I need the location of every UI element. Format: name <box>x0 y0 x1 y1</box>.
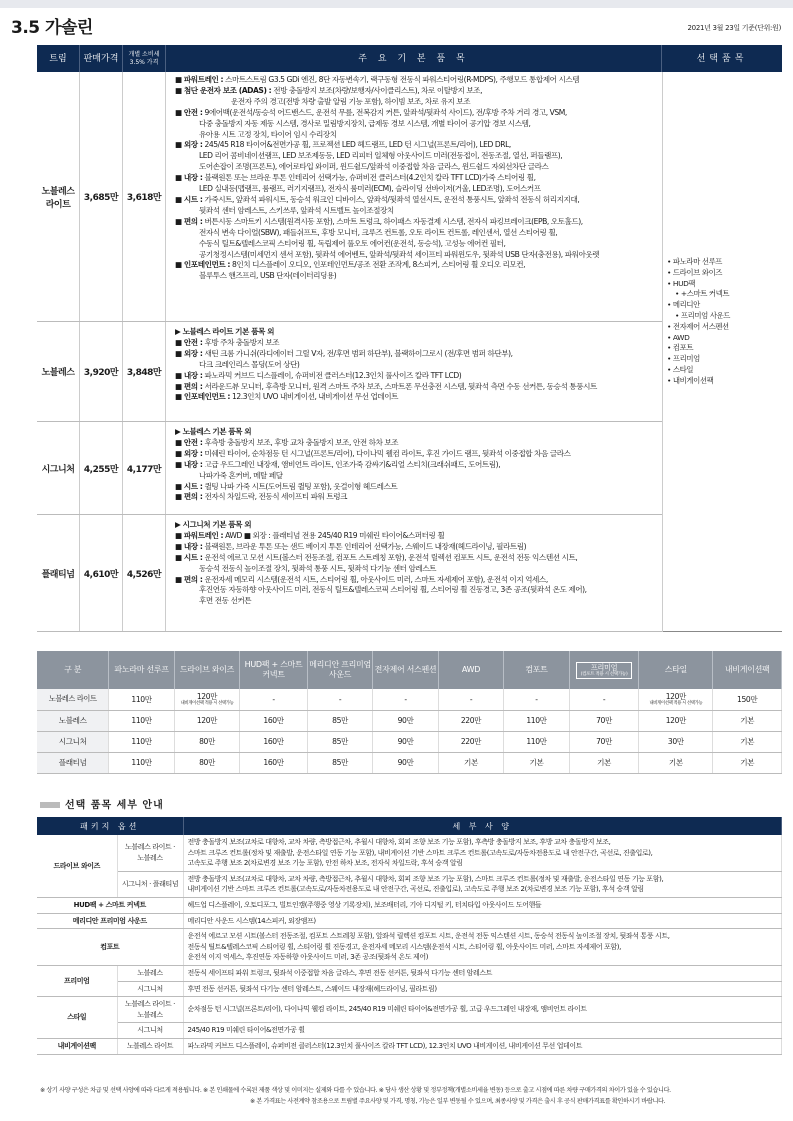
trim-name: 노블레스 라이트 <box>37 72 80 321</box>
spec-line: 전방 충돌방지 보조(교차로 대향차, 교차 차량, 측방접근차, 추월시 대향차, 회피 조향 보조 기능 포함), 스마트 크루즈 컨트롤(정차 및 재출발, 운전스타일 연동 기능 포함), <box>187 874 664 883</box>
price-header-cell: 메리디안 프리미엄 사운드 <box>307 651 372 689</box>
footnotes <box>40 1085 785 1107</box>
feature-line: ■ 내장 : 블랙원톤, 브라운 투톤 또는 샌드 베이지 투톤 인테리어 선택가능, 스웨이드 내장재(헤드라이닝, 필라트림) <box>175 541 527 551</box>
detail-spec <box>183 913 782 929</box>
detail-row <box>37 1038 782 1054</box>
price-cell: 160만 <box>240 731 308 752</box>
option-item: • 프리미엄 <box>667 354 782 365</box>
feature-line: ■ 편의 : 운전자세 메모리 시스템(운전석 시트, 스티어링 휠, 아웃사이드 미러, 스마트 자세제어 포함), 운전석 이지 억세스, <box>175 574 548 584</box>
detail-row <box>37 897 782 913</box>
feature-line: LED 실내등(맵램프, 룸램프, 러기지램프), 전자식 룸미러(ECM), 슬라이딩 선바이저(거울, LED조명), 도어스커프 <box>199 184 541 194</box>
feature-category: ■ 편의 : <box>175 574 203 584</box>
feature-category: ■ 파워트레인 : <box>175 530 224 540</box>
feature-category: ■ 내장 : <box>175 370 203 380</box>
price-header-cell: HUD팩 + 스마트 커넥트 <box>240 651 308 689</box>
feature-line: ■ 외장 : 245/45 R18 타이어&전면가공 휠, 프로젝션 LED 헤드램프, LED 턴 시그널(프론트/리어), LED DRL, <box>175 140 511 150</box>
feature-category: ■ 편의 : <box>175 381 203 391</box>
price-cell: 85만 <box>307 710 372 731</box>
section-bar-icon <box>40 802 60 808</box>
trim-tax-price: 4,526만 <box>123 515 166 631</box>
detail-section-title: 선택 품목 세부 안내 <box>40 796 164 811</box>
trim-name: 시그니처 <box>37 422 80 514</box>
detail-package: 드라이브 와이즈 <box>37 835 117 897</box>
feature-line: ■ 안전 : 9에어백(운전석/동승석 어드밴스드, 운전석 무릎, 전복감지 커튼, 앞좌석/뒷좌석 사이드), 전/후방 주차 거리 경고, VSM, <box>175 107 567 117</box>
feature-line: 뒷좌석 센터 암레스트, 스키쓰루, 앞좌석 시트벨트 높이조절장치 <box>199 205 394 215</box>
price-cell: 120만 내비게이션팩 적용 시 선택가능 <box>174 689 239 710</box>
detail-row <box>37 1023 782 1039</box>
price-trim: 플래티넘 <box>37 752 109 773</box>
price-cell: - <box>569 689 639 710</box>
premium-header-tag: 프리미엄 (컴포트 적용 시 선택가능) <box>576 662 633 679</box>
price-header-cell: 구 분 <box>37 651 109 689</box>
detail-trim: 노블레스 라이트 · 노블레스 <box>117 835 183 871</box>
spec-line: 전방 충돌방지 보조(교차로 대향차, 교차 차량, 측방접근차, 추월시 대향차, 회피 조향 보조 기능 포함), 후측방 충돌방지 보조, 후방 교차 충돌방지 보조, <box>187 838 611 846</box>
spec-line: 운전석 이지 억세스, 후진연동 자동하향 아웃사이드 미러, 3존 공조(뒷좌석 온도 제어) <box>187 953 429 962</box>
trim-table-body <box>37 72 782 632</box>
header-features: 주 요 기 본 품 목 <box>166 45 662 72</box>
feature-category: ■ 안전 : <box>175 337 203 347</box>
price-header-cell: 전자제어 서스펜션 <box>373 651 438 689</box>
spec-line: 전동식 틸트&텔레스코픽 스티어링 휠, 스티어링 휠 진동경고, 운전자세 메모리 시스템(운전석 시트, 스티어링 휠, 아웃사이드 미러, 스마트 자세제어 포함), <box>187 942 621 951</box>
feature-category: ■ 시트 : <box>175 194 203 204</box>
price-cell: 110만 <box>504 731 569 752</box>
detail-row <box>37 929 782 966</box>
trim-table-header <box>37 45 782 72</box>
header-options: 선택품목 <box>696 53 748 64</box>
feature-line: 도어손잡이 조명(프론트), 에어로타입 와이퍼, 윈드쉴드/앞좌석 이중접합 차음 글라스, 윈드쉴드 자외선차단 글라스 <box>199 162 549 172</box>
feature-line: ■ 첨단 운전자 보조 (ADAS) : 전방 충돌방지 보조(차량/보행자/사이클리스트), 차로 이탈방지 보조, <box>175 85 483 95</box>
price-note: 내비게이션팩 적용 시 선택가능 <box>180 700 234 706</box>
feature-line: 수동식 틸트&텔레스코픽 스티어링 휠, 독립제어 풀오토 에어컨(운전석, 동승석), 고성능 에어컨 필터, <box>199 238 506 248</box>
feature-line: ■ 내장 : 블랙원톤 또는 브라운 투톤 인테리어 선택가능, 슈퍼비전 클러스터(4.2인치 칼라 TFT LCD)가죽 스티어링 휠, <box>175 173 536 183</box>
detail-package: 프리미엄 <box>37 965 117 996</box>
price-cell: 160만 <box>240 752 308 773</box>
detail-spec <box>183 965 782 981</box>
spec-line: 순차점등 턴 시그널(프론트/리어), 다이나믹 웰컴 라이트, 245/40 R19 미쉐린 타이어&전면가공 휠, 고급 우드그레인 내장재, 앰비언트 라이트 <box>187 1005 587 1014</box>
feature-line: ■ 파워트레인 : 스마트스트림 G3.5 GDi 엔진, 8단 자동변속기, 랙구동형 전동식 파워스티어링(R-MDPS), 주행모드 통합제어 시스템 <box>175 75 580 84</box>
detail-trim: 시그니처 <box>117 981 183 997</box>
spec-line: 헤드업 디스플레이, 오토디포그, 빌트인캠(주행중 영상 기록장치), 보조배터리, 기아 디지털 키, 터치타입 아웃사이드 도어핸들 <box>187 900 542 909</box>
detail-header-package: 패키지 옵션 <box>37 817 183 835</box>
detail-row <box>37 913 782 929</box>
detail-row <box>37 835 782 871</box>
price-cell: - <box>373 689 438 710</box>
option-price-table <box>37 651 782 774</box>
detail-table <box>37 817 782 1055</box>
footnote-line: ※ 본 가격표는 사전계약 참조용으로 트림별 주요사양 및 가격, 명칭, 기능은 일부 변동될 수 있으며, 최종사양 및 가격은 출시 후 공식 판매가격표를 확인하시기 바랍니다. <box>250 1098 666 1105</box>
feature-category: ■ 외장 : <box>175 348 203 358</box>
feature-line: ■ 파워트레인 : AWD ■ 외장 : 플래티넘 전용 245/40 R19 미쉐린 타이어&스퍼터링 휠 <box>175 530 445 540</box>
trim-features <box>166 515 662 631</box>
price-cell: - <box>438 689 503 710</box>
feature-line: ■ 외장 : 새틴 크롬 가니쉬(라디에이터 그릴 V자, 전/후면 범퍼 하단부), 블랙하이그로시 (전/후면 범퍼 하단부), <box>175 348 513 358</box>
price-row <box>37 731 782 752</box>
price-cell: 220만 <box>438 731 503 752</box>
spec-line: 파노라믹 커브드 디스플레이, 슈퍼비전 클러스터(12.3인치 풀사이즈 칼라 TFT LCD), 12.3인치 UVO 내비게이션, 내비게이션 무선 업데이트 <box>187 1041 583 1050</box>
feature-line: ■ 내장 : 고급 우드그레인 내장재, 앰비언트 라이트, 인조가죽 감싸기&리얼 스티치(크래쉬패드, 도어트림), <box>175 459 501 469</box>
feature-line: 다크 크레인리스 몰딩(도어 상단) <box>199 359 300 369</box>
feature-category: ■ 안전 : <box>175 107 203 117</box>
trim-price: 3,920만 <box>80 322 123 421</box>
detail-package: 내비게이션팩 <box>37 1038 117 1054</box>
price-cell: 기본 <box>438 752 503 773</box>
trim-price: 4,610만 <box>80 515 123 631</box>
price-cell: 70만 <box>569 710 639 731</box>
price-trim: 시그니처 <box>37 731 109 752</box>
feature-category: ■ 파워트레인 : <box>175 75 224 84</box>
price-date: 2021년 3월 23일 기준(단위:원) <box>687 24 781 32</box>
feature-line: ▶ 노블레스 기본 품목 외 <box>175 427 252 436</box>
price-cell: 기본 <box>504 752 569 773</box>
detail-row <box>37 965 782 981</box>
feature-line: 다중 충돌방지 자동 제동 시스템, 경사로 밀림방지장치, 급제동 경보 시스템, 개별 타이어 공기압 경보 시스템, <box>199 118 531 128</box>
feature-category: ■ 시트 : <box>175 552 203 562</box>
option-item: • 프리미엄 사운드 <box>667 311 782 322</box>
detail-trim: 시그니처 · 플래티넘 <box>117 871 183 897</box>
feature-line: ■ 안전 : 후방 주차 충돌방지 보조 <box>175 337 280 347</box>
detail-spec <box>183 1038 782 1054</box>
price-cell: 120만 <box>174 710 239 731</box>
detail-spec <box>183 897 782 913</box>
feature-line: ■ 편의 : 서라운드뷰 모니터, 후측방 모니터, 원격 스마트 주차 보조, 스마트폰 무선충전 시스템, 뒷좌석 측면 수동 선커튼, 동승석 통풍시트 <box>175 381 597 391</box>
feature-line: ■ 편의 : 버튼시동 스마트키 시스템(원격시동 포함), 스마트 트렁크, 하이패스 자동결제 시스템, 전자식 파킹브레이크(EPB, 오토홀드), <box>175 216 583 226</box>
price-cell: 기본 <box>713 710 782 731</box>
feature-category: ■ 내장 : <box>175 541 203 551</box>
header-trim: 트림 <box>37 45 80 72</box>
detail-package: 메리디안 프리미엄 사운드 <box>37 913 183 929</box>
detail-package: HUD팩 + 스마트 커넥트 <box>37 897 183 913</box>
options-list <box>662 72 782 632</box>
feature-category: ■ 인포테인먼트 : <box>175 260 231 270</box>
feature-category: ■ 편의 : <box>175 492 203 502</box>
price-cell: 기본 <box>713 731 782 752</box>
price-cell: 80만 <box>174 752 239 773</box>
feature-category: ■ 인포테인먼트 : <box>175 392 231 402</box>
price-row <box>37 752 782 773</box>
price-cell: 160만 <box>240 710 308 731</box>
feature-line: ■ 시트 : 운전석 에르고 모션 시트(볼스터 전동조절, 컴포트 스트레칭 포함), 운전석 릴렉션 컴포트 시트, 운전석 전동 익스텐션 시트, <box>175 552 578 562</box>
price-cell: 30만 <box>639 731 713 752</box>
feature-line: 후진연동 자동하향 아웃사이드 미러, 전동식 틸트&텔레스코픽 스티어링 휠, 스티어링 휠 진동경고, 3존 공조(뒷좌석 온도 제어), <box>199 585 587 595</box>
header-tax-price: 개별 소비세 3.5% 가격 <box>123 45 166 72</box>
price-header-cell: 컴포트 <box>504 651 569 689</box>
detail-spec <box>183 929 782 966</box>
detail-spec <box>183 835 782 871</box>
price-cell: - <box>504 689 569 710</box>
feature-category: ■ 외장 : <box>175 140 203 150</box>
detail-header-spec: 세 부 사 양 <box>183 817 782 835</box>
price-cell: 150만 <box>713 689 782 710</box>
feature-category: ■ 첨단 운전자 보조 (ADAS) : <box>175 85 272 95</box>
price-cell: 110만 <box>109 710 174 731</box>
trim-row <box>37 322 662 422</box>
spec-line: 후면 전동 선커튼, 뒷좌석 다기능 센터 암레스트, 스웨이드 내장재(헤드라이닝, 필라트림) <box>187 984 437 993</box>
trim-tax-price: 4,177만 <box>123 422 166 514</box>
price-cell: 110만 <box>109 731 174 752</box>
price-cell: 90만 <box>373 731 438 752</box>
feature-line: ▶ 노블레스 라이트 기본 품목 외 <box>175 327 274 336</box>
price-header-cell: 드라이브 와이즈 <box>174 651 239 689</box>
option-item: • 전자제어 서스펜션 <box>667 322 782 333</box>
trim-features <box>166 72 662 321</box>
detail-trim: 노블레스 라이트 <box>117 1038 183 1054</box>
price-header-cell: 내비게이션팩 <box>713 651 782 689</box>
price-cell: 기본 <box>569 752 639 773</box>
spec-line: 내비게이션 기반 스마트 크루즈 컨트롤(고속도로/자동차전용도로 내 안전구간, 곡선로, 진출입로), 고속도로 주행 보조 2(차로변경 보조 기능 포함), 후석 승객 알림 <box>187 885 644 894</box>
detail-package: 스타일 <box>37 997 117 1039</box>
trim-name: 노블레스 <box>37 322 80 421</box>
trim-name: 플래티넘 <box>37 515 80 631</box>
spec-line: 245/40 R19 미쉐린 타이어&전면가공 휠 <box>187 1026 305 1035</box>
feature-category: ■ 편의 : <box>175 216 203 226</box>
feature-line: ■ 편의 : 전자식 차일드락, 전동식 세이프티 파워 트렁크 <box>175 492 348 502</box>
option-item: • 메리디안 <box>667 300 782 311</box>
feature-category: ■ 안전 : <box>175 437 203 447</box>
price-cell: 110만 <box>109 752 174 773</box>
trim-price: 4,255만 <box>80 422 123 514</box>
trim-tax-price: 3,848만 <box>123 322 166 421</box>
detail-trim: 노블레스 라이트 · 노블레스 <box>117 997 183 1023</box>
feature-line: 블루투스 핸즈프리, USB 단자(데이터리딩용) <box>199 271 337 281</box>
feature-line: ■ 내장 : 파노라믹 커브드 디스플레이, 슈퍼비전 클러스터(12.3인치 풀사이즈 칼라 TFT LCD) <box>175 370 462 380</box>
trim-tax-price: 3,618만 <box>123 72 166 321</box>
price-header-cell: 파노라마 선루프 <box>109 651 174 689</box>
detail-row <box>37 997 782 1023</box>
top-banner-strip <box>0 0 793 8</box>
premium-note: (컴포트 적용 시 선택가능) <box>580 671 628 677</box>
price-cell: 120만 <box>639 710 713 731</box>
trim-row <box>37 515 662 632</box>
trim-row <box>37 72 662 322</box>
feature-line: 전자식 변속 다이얼(SBW), 패들쉬프트, 후방 모니터, 크루즈 컨트롤, 오토 라이트 컨트롤, 레인센서, 열선 스티어링 휠, <box>199 227 558 237</box>
spec-line: 전동식 세이프티 파워 트렁크, 뒷좌석 이중접합 차음 글라스, 후면 전동 선커튼, 뒷좌석 다기능 센터 암레스트 <box>187 968 493 977</box>
price-row <box>37 689 782 710</box>
spec-line: 스마트 크루즈 컨트롤(정차 및 재출발, 운전스타일 연동 기능 포함), 내비게이션 기반 스마트 크루즈 컨트롤(고속도로/자동차전용도로 내 안전구간, 곡선로, 진출입로), <box>187 848 653 857</box>
price-cell: 기본 <box>713 752 782 773</box>
price-header-cell <box>569 651 639 689</box>
price-cell: 70만 <box>569 731 639 752</box>
feature-line: ■ 시트 : 가죽시트, 앞좌석 파워시트, 동승석 워크인 디바이스, 앞좌석/뒷좌석 열선시트, 운전석 통풍시트, 앞좌석 전동식 허리지지대, <box>175 194 580 204</box>
option-item: • 컴포트 <box>667 343 782 354</box>
price-cell: 110만 <box>504 710 569 731</box>
price-cell: 220만 <box>438 710 503 731</box>
price-cell: 90만 <box>373 752 438 773</box>
detail-spec <box>183 997 782 1023</box>
price-note: 내비게이션팩 적용 시 선택가능 <box>649 700 703 706</box>
feature-line: 동승석 전동식 높이조절 장치, 뒷좌석 통풍 시트, 뒷좌석 다기능 센터 암레스트 <box>199 563 437 573</box>
price-cell: 110만 <box>109 689 174 710</box>
option-item: • 내비게이션팩 <box>667 376 782 387</box>
trim-features <box>166 322 662 421</box>
feature-category: ■ 내장 : <box>175 173 203 183</box>
feature-line: 후면 전동 선커튼 <box>199 596 252 606</box>
detail-spec <box>183 1023 782 1039</box>
price-cell: - <box>240 689 308 710</box>
option-item: • 파노라마 선루프 <box>667 257 782 268</box>
feature-line: 운전자 주의 경고(전방 차량 출발 알림 기능 포함), 하이빔 보조, 차로 유지 보조 <box>231 96 471 106</box>
price-trim: 노블레스 라이트 <box>37 689 109 710</box>
trim-row <box>37 422 662 515</box>
detail-spec <box>183 981 782 997</box>
price-cell: 120만 내비게이션팩 적용 시 선택가능 <box>639 689 713 710</box>
detail-row <box>37 981 782 997</box>
feature-line: ■ 외장 : 미쉐린 타이어, 순차점등 턴 시그널(프론트/리어), 다이나믹 웰컴 라이트, 후진 가이드 램프, 뒷좌석 이중접합 차음 글라스 <box>175 448 571 458</box>
feature-category: ■ 시트 : <box>175 481 203 491</box>
price-cell: 90만 <box>373 710 438 731</box>
feature-line: LED 리어 콤비네이션램프, LED 보조제동등, LED 리피터 일체형 아웃사이드 미러(전동접이, 전동조절, 열선, 퍼들램프), <box>199 151 563 161</box>
price-header-cell: 스타일 <box>639 651 713 689</box>
option-item: • +스마트 커넥트 <box>667 289 782 300</box>
price-row <box>37 710 782 731</box>
detail-package: 컴포트 <box>37 929 183 966</box>
detail-spec <box>183 871 782 897</box>
detail-trim: 시그니처 <box>117 1023 183 1039</box>
spec-line: 운전석 에르고 모션 시트(볼스터 전동조절, 컴포트 스트레칭 포함), 앞좌석 릴렉션 컴포트 시트, 운전석 전동 익스텐션 시트, 동승석 전동식 높이조절 장치, 뒷좌석 통풍 시트, <box>187 932 670 941</box>
price-cell: 80만 <box>174 731 239 752</box>
page-title: 3.5 가솔린 <box>11 18 93 38</box>
price-cell: 기본 <box>639 752 713 773</box>
option-item: • AWD <box>667 333 782 344</box>
footnote-line: ※ 상기 사양 구성은 차급 및 선택 사양에 따라 다르게 적용됩니다. ※ 본 인쇄물에 수록된 제품 색상 및 이미지는 실제와 다를 수 있습니다. ※ 당사 생산 상황 및 정부정책(개별소비세율 변동) 등으로 출고 시점에 따른 차량 구매가격의 차이가 있을 수 있습니다. <box>40 1087 671 1094</box>
trim-price: 3,685만 <box>80 72 123 321</box>
feature-category: ■ 외장 : <box>175 448 203 458</box>
feature-line: ▶ 시그니처 기본 품목 외 <box>175 520 252 529</box>
option-item: • 드라이브 와이즈 <box>667 268 782 279</box>
detail-row <box>37 871 782 897</box>
feature-line: 유아용 시트 고정 장치, 타이어 임시 수리장치 <box>199 129 337 139</box>
price-trim: 노블레스 <box>37 710 109 731</box>
feature-line: ■ 안전 : 후측방 충돌방지 보조, 후방 교차 충돌방지 보조, 안전 하차 보조 <box>175 437 399 447</box>
detail-trim: 노블레스 <box>117 965 183 981</box>
price-cell: - <box>307 689 372 710</box>
feature-line: 나파가죽 혼커버, 메탈 페달 <box>199 470 283 480</box>
option-item: • 스타일 <box>667 365 782 376</box>
feature-category: ■ 내장 : <box>175 459 203 469</box>
spec-line: 메리디안 사운드 시스템(14스피커, 외장앰프) <box>187 916 316 925</box>
option-item: • HUD팩 <box>667 279 782 290</box>
feature-line: ■ 인포테인먼트 : 8인치 디스플레이 오디오, 인포테인먼트/공조 전환 조작계, 8스피커, 스티어링 휠 오디오 리모컨, <box>175 260 526 270</box>
spec-line: 고속도로 주행 보조 2(차로변경 보조 기능 포함), 안전 하차 보조, 전자식 차일드락, 후석 승객 알림 <box>187 859 463 868</box>
trim-features <box>166 422 662 514</box>
price-cell: 85만 <box>307 752 372 773</box>
header-price: 판매가격 <box>80 45 123 72</box>
feature-line: 공기청정시스템(미세먼지 센서 포함), 뒷좌석 에어벤트, 앞좌석/뒷좌석 세이프티 파워윈도우, 뒷좌석 USB 단자(충전용), 파워아웃렛 <box>199 249 600 259</box>
price-cell: 85만 <box>307 731 372 752</box>
feature-line: ■ 시트 : 퀼팅 나파 가죽 시트(도어트림 퀼팅 포함), 웃걸이형 헤드레스트 <box>175 481 398 491</box>
price-header-cell: AWD <box>438 651 503 689</box>
feature-line: ■ 인포테인먼트 : 12.3인치 UVO 내비게이션, 내비게이션 무선 업데이트 <box>175 392 399 402</box>
